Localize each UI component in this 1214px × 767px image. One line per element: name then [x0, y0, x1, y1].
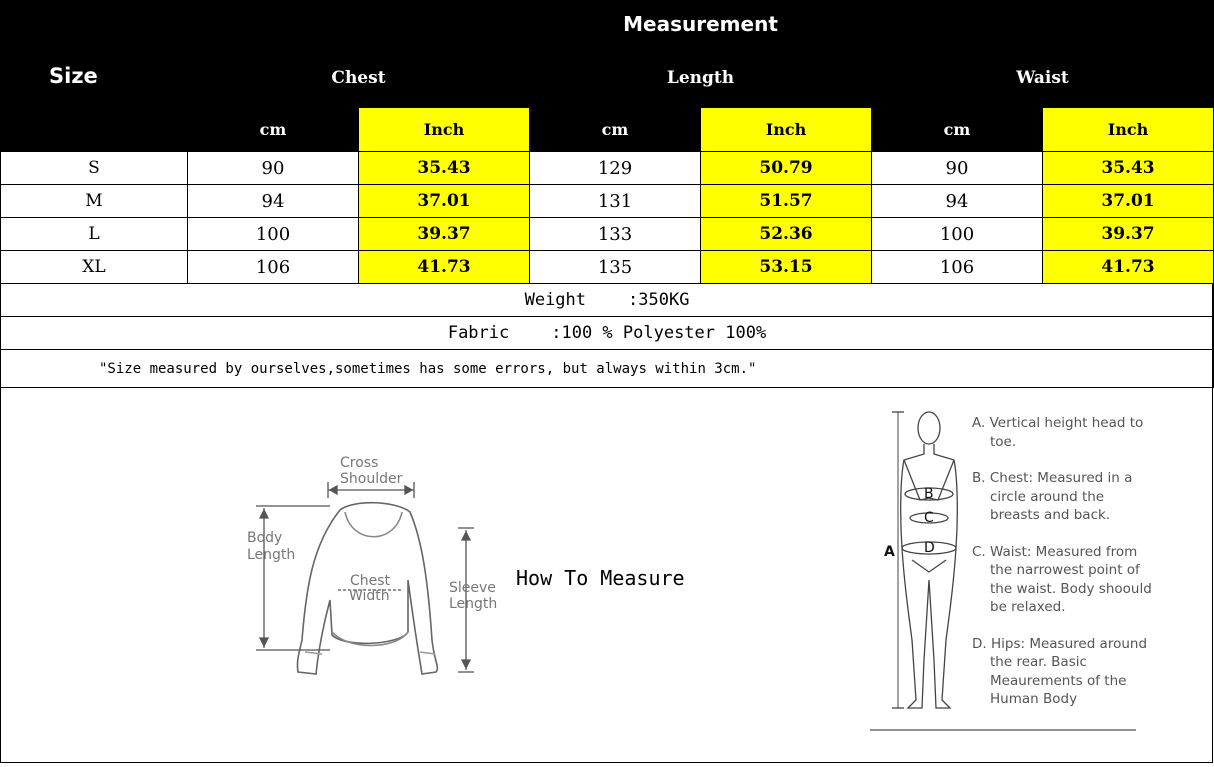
measure-diagram [0, 386, 1213, 763]
legend-item-b: B. Chest: Measured in a circle around the breasts and back. [972, 470, 1133, 523]
length-cm-cell: 133 [530, 218, 701, 251]
chest-inch-cell: 39.37 [359, 218, 530, 251]
table-row [1, 251, 1214, 284]
chest-cm-cell: 100 [188, 218, 359, 251]
body-figure [892, 412, 957, 708]
legend-item-d: D. Hips: Measured around the rear. Basic Meaurements of the Human Body [972, 635, 1148, 707]
length-inch-cell: 51.57 [701, 185, 872, 218]
measurement-header: Measurement [188, 1, 1214, 48]
table-row [1, 218, 1214, 251]
sleeve-length-label-2: Length [449, 596, 498, 612]
length-cm-cell: 129 [530, 152, 701, 185]
body-marker-a: A [884, 544, 895, 560]
fabric-value: :100 % Polyester 100% [551, 323, 767, 343]
body-marker-c: C [924, 510, 934, 526]
fabric-label: Fabric [447, 323, 510, 343]
size-cell: L [1, 218, 188, 251]
unit-inch-header: Inch [359, 108, 530, 152]
legend-item-a: A. Vertical height head to toe. [972, 415, 1144, 450]
length-cm-cell: 135 [530, 251, 701, 284]
measure-legend [972, 414, 1152, 727]
waist-cm-cell: 90 [872, 152, 1043, 185]
weight-label: Weight [524, 290, 587, 310]
chest-inch-cell: 35.43 [359, 152, 530, 185]
unit-inch-header: Inch [1043, 108, 1214, 152]
chest-header: Chest [188, 48, 530, 108]
table-row [1, 152, 1214, 185]
weight-row [1, 284, 1214, 317]
size-cell: XL [1, 251, 188, 284]
table-row [1, 185, 1214, 218]
length-inch-cell: 50.79 [701, 152, 872, 185]
waist-inch-cell: 35.43 [1043, 152, 1214, 185]
weight-value: :350KG [628, 290, 690, 310]
chest-width-label-1: Chest [350, 573, 391, 589]
sleeve-length-label-1: Sleeve [449, 580, 496, 596]
legend-item-c: C. Waist: Measured from the narrowest point of the waist. Body shoould be relaxed. [972, 543, 1152, 615]
size-cell: M [1, 185, 188, 218]
chest-cm-cell: 106 [188, 251, 359, 284]
size-cell: S [1, 152, 188, 185]
cross-shoulder-label-2: Shoulder [340, 471, 403, 487]
chest-cm-cell: 90 [188, 152, 359, 185]
unit-cm-header: cm [188, 108, 359, 152]
waist-cm-cell: 94 [872, 185, 1043, 218]
length-inch-cell: 53.15 [701, 251, 872, 284]
waist-header: Waist [872, 48, 1214, 108]
unit-inch-header: Inch [701, 108, 872, 152]
fabric-row [1, 317, 1214, 350]
length-header: Length [530, 48, 872, 108]
chest-inch-cell: 41.73 [359, 251, 530, 284]
how-to-measure-title: How To Measure [516, 566, 685, 590]
unit-cm-header: cm [872, 108, 1043, 152]
body-length-label-1: Body [247, 530, 283, 546]
body-marker-d: D [924, 540, 935, 556]
body-marker-b: B [924, 486, 934, 502]
size-note: "Size measured by ourselves,sometimes has some errors, but always within 3cm." [1, 350, 1214, 388]
waist-inch-cell: 37.01 [1043, 185, 1214, 218]
waist-cm-cell: 100 [872, 218, 1043, 251]
length-cm-cell: 131 [530, 185, 701, 218]
waist-cm-cell: 106 [872, 251, 1043, 284]
cross-shoulder-label-1: Cross [340, 455, 379, 471]
size-header: Size [1, 1, 188, 152]
body-length-label-2: Length [247, 547, 296, 563]
length-inch-cell: 52.36 [701, 218, 872, 251]
chest-width-label-2: Width [349, 588, 390, 604]
chest-inch-cell: 37.01 [359, 185, 530, 218]
waist-inch-cell: 41.73 [1043, 251, 1214, 284]
chest-cm-cell: 94 [188, 185, 359, 218]
unit-cm-header: cm [530, 108, 701, 152]
waist-inch-cell: 39.37 [1043, 218, 1214, 251]
